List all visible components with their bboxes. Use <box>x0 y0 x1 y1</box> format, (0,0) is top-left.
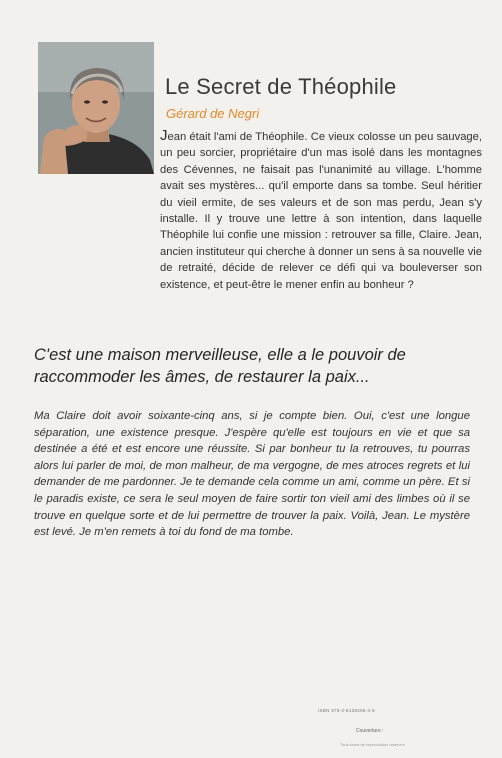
author-portrait-image <box>38 42 154 174</box>
cover-credit: Couverture : <box>356 728 384 734</box>
isbn-text: ISBN 978-2-8139266-4-6 <box>318 708 375 713</box>
author-photo <box>38 42 154 174</box>
fineprint: Tous droits de reproduction réservés <box>340 742 405 747</box>
book-title: Le Secret de Théophile <box>165 74 397 99</box>
pull-quote: C'est une maison merveilleuse, elle a le pouvoir de raccommoder les âmes, de restaurer la paix... <box>34 346 406 386</box>
author-name: Gérard de Negri <box>166 106 260 121</box>
synopsis-paragraph <box>160 128 482 293</box>
synopsis-text: ean était l'ami de Théophile. Ce vieux colosse un peu sauvage, un peu sorcier, propriétaire d'un mas isolé dans les montagnes des Cévennes, ne faisait pas l'unanimité au village. L'homme avait ses mystères... qu'il emporte dans sa tombe. Seul héritier du vieil ermite, de ses valeurs et de son mas perdu, Jean s'y installe. Il y trouve une lettre à son intention, dans laquelle Théophile lui confie une mission : retrouver sa fille, Claire. Jean, ancien instituteur qui cherche à donner un sens à sa nouvelle vie de retraité, décide de relever ce défi qui va bouleverser son existence, et peut-être le mener enfin au bonheur ? <box>160 131 482 291</box>
synopsis-dropcap: J <box>160 127 168 144</box>
excerpt-paragraph: Ma Claire doit avoir soixante-cinq ans, si je compte bien. Oui, c'est une longue séparation, une existence presque. J'espère qu'elle est toujours en vie et que sa destinée a été et est encore une réussite. Si par bonheur tu la retrouves, tu pourras alors lui parler de moi, de mon malheur, de ma vergogne, de mes atroces regrets et lui demander de me pardonner. Je te demande cela comme un ami, comme un père. Et si le paradis existe, ce sera le seul moyen de faire sortir ton vieil ami des limbes où il se trouve en quelque sorte et de lui permettre de trouver la paix. Voilà, Jean. Le mystère est levé. Je m'en remets à toi du fond de ma tombe. <box>34 410 470 539</box>
